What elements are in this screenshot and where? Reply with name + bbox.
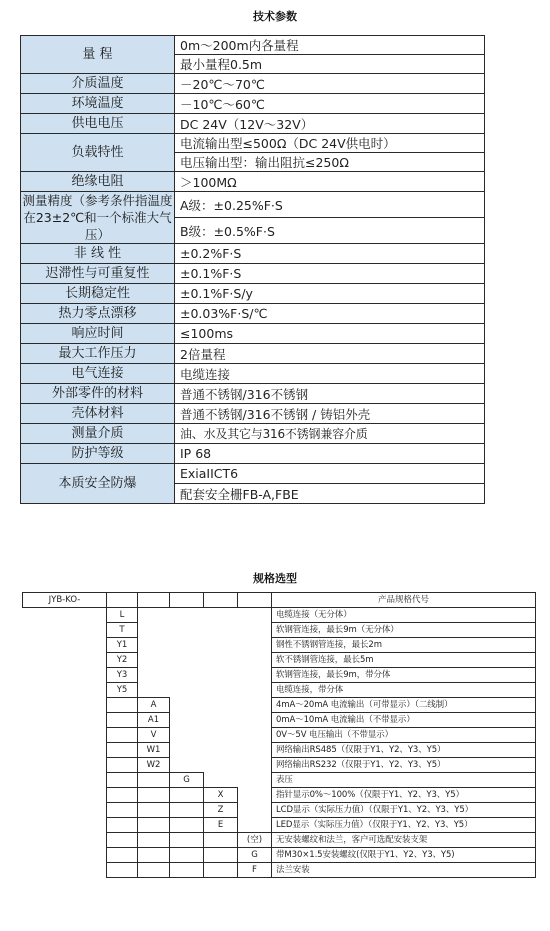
option-description: 软钢管连接，最长9m（无分体） [272,623,536,638]
empty-cell [23,848,107,863]
option-description: 网络输出RS485（仅限于Y1、Y2、Y3、Y5） [272,743,536,758]
selection-row [23,653,536,668]
option-description: 电缆连接，带分体 [272,683,536,698]
spec-row [21,192,485,218]
code-column-cell [204,863,238,878]
option-code: X [204,788,238,803]
option-code: Y1 [107,638,138,653]
spec-key: 介质温度 [21,74,175,94]
spec-value: 配套安全栅FB-A,FBE [175,484,485,504]
spec-key: 热力零点漂移 [21,304,175,324]
empty-cell [170,683,204,698]
empty-cell [23,863,107,878]
code-column-cell [107,728,138,743]
option-code: Y5 [107,683,138,698]
selection-row [23,698,536,713]
code-column-cell [170,788,204,803]
selection-row [23,743,536,758]
code-column-cell [138,803,170,818]
empty-cell [170,728,204,743]
spec-key: 绝缘电阻 [21,172,175,192]
option-description: 表压 [272,773,536,788]
option-description: 电缆连接（无分体） [272,608,536,623]
empty-cell [170,698,204,713]
selection-row [23,758,536,773]
spec-code-header: 产品规格代号 [272,593,536,608]
empty-cell [170,653,204,668]
spec-key: 最大工作压力 [21,344,175,364]
option-description: 软钢管连接，最长9m，带分体 [272,668,536,683]
spec-row [21,464,485,484]
code-column-cell [107,788,138,803]
option-description: LED显示（实际压力值）（仅限于Y1、Y2、Y3、Y5） [272,818,536,833]
option-description: 钢性不锈钢管连接，最长2m [272,638,536,653]
empty-cell [204,653,238,668]
code-column-header [238,593,272,608]
code-column-cell [107,773,138,788]
empty-cell [238,758,272,773]
spec-key: 测量介质 [21,424,175,444]
spec-value: ±0.03%F·S/℃ [175,304,485,324]
model-prefix: JYB-KO- [23,593,107,608]
empty-cell [238,818,272,833]
code-column-cell [138,833,170,848]
option-description: 法兰安装 [272,863,536,878]
empty-cell [238,788,272,803]
spec-value: －20℃～70℃ [175,74,485,94]
option-code: (空) [238,833,272,848]
option-code: G [170,773,204,788]
spec-value: 电压输出型：输出阻抗≤250Ω [175,153,485,172]
spec-key: 响应时间 [21,324,175,344]
selection-row [23,638,536,653]
empty-cell [23,788,107,803]
code-column-cell [138,818,170,833]
spec-row [21,74,485,94]
spec-row [21,94,485,114]
spec-value: ±0.2%F·S [175,244,485,264]
code-column-cell [138,773,170,788]
spec-key: 非 线 性 [21,244,175,264]
selection-row [23,668,536,683]
spec-key: 防护等级 [21,444,175,464]
empty-cell [204,638,238,653]
selection-row [23,848,536,863]
empty-cell [238,638,272,653]
empty-cell [170,608,204,623]
empty-cell [238,773,272,788]
spec-row [21,404,485,424]
empty-cell [138,638,170,653]
empty-cell [170,743,204,758]
selection-row [23,773,536,788]
option-code: A1 [138,713,170,728]
empty-cell [23,668,107,683]
empty-cell [23,623,107,638]
spec-value: 电缆连接 [175,364,485,384]
code-column-cell [204,833,238,848]
spec-value: IP 68 [175,444,485,464]
option-code: T [107,623,138,638]
empty-cell [23,833,107,848]
empty-cell [204,713,238,728]
selection-header-row [23,593,536,608]
empty-cell [170,623,204,638]
empty-cell [23,743,107,758]
empty-cell [238,698,272,713]
empty-cell [204,773,238,788]
empty-cell [238,608,272,623]
code-column-cell [170,848,204,863]
empty-cell [238,728,272,743]
spec-title: 技术参数 [253,10,297,23]
selection-row [23,713,536,728]
option-description: LCD显示（实际压力值）（仅限于Y1、Y2、Y3、Y5） [272,803,536,818]
spec-row [21,304,485,324]
spec-key: 负载特性 [21,134,175,172]
spec-key: 供电电压 [21,114,175,134]
code-column-cell [138,863,170,878]
empty-cell [204,668,238,683]
empty-cell [23,803,107,818]
option-code: Y2 [107,653,138,668]
spec-key: 测量精度（参考条件指温度在23±2℃和一个标准大气压） [22,193,173,242]
spec-value: －10℃～60℃ [175,94,485,114]
code-column-cell [107,863,138,878]
empty-cell [204,743,238,758]
empty-cell [23,608,107,623]
empty-cell [138,608,170,623]
spec-table [20,35,485,504]
code-column-cell [107,713,138,728]
spec-key: 迟滞性与可重复性 [21,264,175,284]
option-code: L [107,608,138,623]
spec-row [21,384,485,404]
empty-cell [138,623,170,638]
code-column-cell [107,698,138,713]
option-code: Y3 [107,668,138,683]
empty-cell [238,683,272,698]
empty-cell [204,758,238,773]
empty-cell [204,623,238,638]
option-code: V [138,728,170,743]
code-column-cell [170,863,204,878]
code-column-cell [107,743,138,758]
empty-cell [138,668,170,683]
empty-cell [138,653,170,668]
spec-key: 长期稳定性 [21,284,175,304]
spec-row [21,114,485,134]
spec-value: A级：±0.25%F·S [175,192,485,218]
spec-value: 最小量程0.5m [175,55,485,74]
selection-table [22,592,536,878]
code-column-cell [138,788,170,803]
empty-cell [23,818,107,833]
spec-row [21,264,485,284]
selection-row [23,818,536,833]
spec-key: 环境温度 [21,94,175,114]
code-column-header [138,593,170,608]
option-code: E [204,818,238,833]
spec-value: 2倍量程 [175,344,485,364]
empty-cell [238,623,272,638]
option-description: 4mA～20mA 电流输出（可带显示）（二线制） [272,698,536,713]
empty-cell [23,713,107,728]
code-column-cell [107,848,138,863]
code-column-cell [107,803,138,818]
code-column-cell [107,758,138,773]
option-code: A [138,698,170,713]
empty-cell [170,758,204,773]
spec-row [21,36,485,55]
empty-cell [238,653,272,668]
spec-value: ±0.1%F·S [175,264,485,284]
spec-key: 电气连接 [21,364,175,384]
spec-row [21,444,485,464]
spec-key: 外部零件的材料 [21,384,175,404]
option-code: Z [204,803,238,818]
spec-value: 0m～200m内各量程 [175,36,485,55]
code-column-cell [204,848,238,863]
selection-row [23,833,536,848]
spec-row [21,284,485,304]
spec-value: 普通不锈钢/316不锈钢 [175,384,485,404]
option-description: 指针显示0%～100%（仅限于Y1、Y2、Y3、Y5） [272,788,536,803]
spec-row [21,172,485,192]
empty-cell [23,653,107,668]
empty-cell [138,683,170,698]
empty-cell [238,803,272,818]
selection-row [23,803,536,818]
spec-value: B级：±0.5%F·S [175,218,485,244]
code-column-cell [170,833,204,848]
code-column-cell [170,818,204,833]
option-description: 0mA～10mA 电流输出（不带显示） [272,713,536,728]
empty-cell [238,668,272,683]
spec-value: 电流输出型≤500Ω（DC 24V供电时） [175,134,485,153]
empty-cell [204,698,238,713]
selection-row [23,863,536,878]
spec-row [21,364,485,384]
empty-cell [23,773,107,788]
spec-key: 量 程 [21,36,175,74]
spec-row [21,344,485,364]
empty-cell [23,758,107,773]
empty-cell [238,713,272,728]
empty-cell [23,728,107,743]
empty-cell [170,713,204,728]
option-code: G [238,848,272,863]
selection-row [23,608,536,623]
code-column-header [204,593,238,608]
spec-value: DC 24V（12V～32V） [175,114,485,134]
selection-row [23,728,536,743]
option-code: W1 [138,743,170,758]
empty-cell [238,743,272,758]
code-column-header [170,593,204,608]
spec-value: ＞100MΩ [175,172,485,192]
option-description: 无安装螺纹和法兰，客户可选配安装支架 [272,833,536,848]
code-column-header [107,593,138,608]
option-description: 0V～5V 电压输出（不带显示） [272,728,536,743]
option-description: 带M30×1.5安装螺纹(仅限于Y1、Y2、Y3、Y5) [272,848,536,863]
code-column-cell [107,833,138,848]
spec-row [21,324,485,344]
code-column-cell [170,803,204,818]
spec-key: 本质安全防爆 [21,464,175,504]
option-code: W2 [138,758,170,773]
code-column-cell [107,818,138,833]
option-code: F [238,863,272,878]
empty-cell [23,698,107,713]
empty-cell [204,728,238,743]
selection-title: 规格选型 [253,572,297,585]
spec-value: 普通不锈钢/316不锈钢 / 铸铝外壳 [175,404,485,424]
selection-row [23,623,536,638]
spec-row [21,424,485,444]
empty-cell [170,668,204,683]
spec-row [21,244,485,264]
spec-row [21,134,485,153]
empty-cell [170,638,204,653]
spec-value: 油、水及其它与316不锈钢兼容介质 [175,424,485,444]
code-column-cell [138,848,170,863]
selection-row [23,788,536,803]
spec-key: 壳体材料 [21,404,175,424]
option-description: 软不锈钢管连接，最长5m [272,653,536,668]
empty-cell [204,608,238,623]
spec-value: ExiaIICT6 [175,464,485,484]
selection-row [23,683,536,698]
empty-cell [23,683,107,698]
empty-cell [204,683,238,698]
option-description: 网络输出RS232（仅限于Y1、Y2、Y3、Y5） [272,758,536,773]
empty-cell [23,638,107,653]
spec-value: ≤100ms [175,324,485,344]
spec-value: ±0.1%F·S/y [175,284,485,304]
